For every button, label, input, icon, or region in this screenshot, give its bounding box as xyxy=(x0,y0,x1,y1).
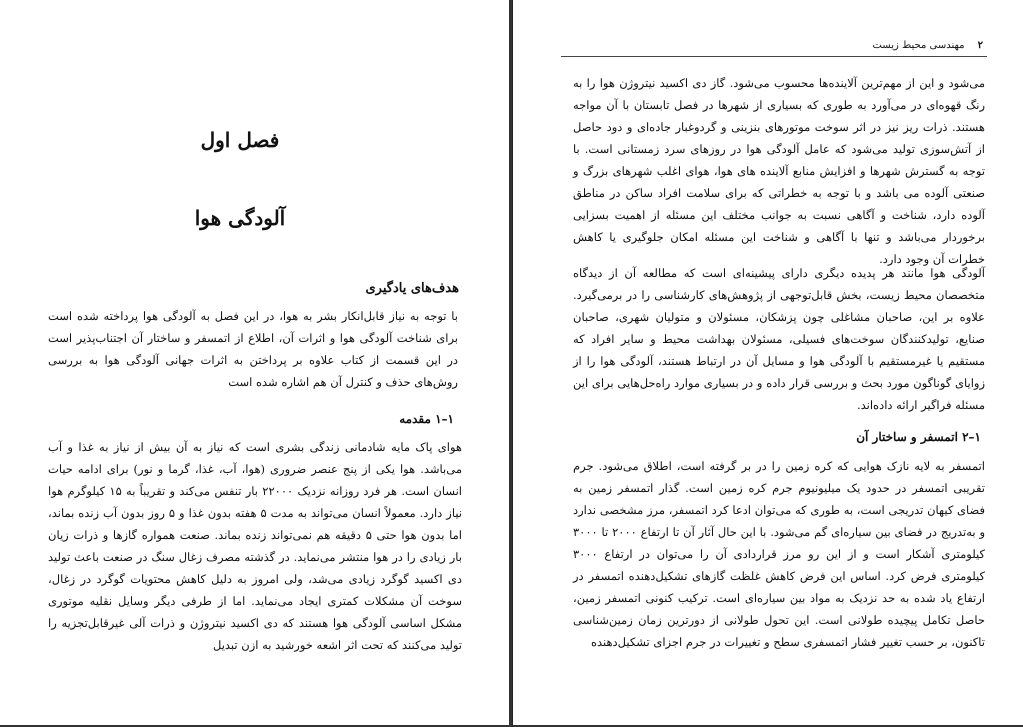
intro-heading: ۱–۱ مقدمه xyxy=(399,412,454,426)
atmosphere-heading: ۱–۲ اتمسفر و ساختار آن xyxy=(856,430,981,444)
objectives-paragraph: با توجه به نیاز قابل‌انکار بشر به هوا، در این فصل به آلودگی هوا پرداخته شده است برای شناخت آلودگی هوا و اثرات آن، اطلاع از اتمسفر و ساختار آن اجتناب‌پذیر است در این قسمت از کتاب علاوه بر پرداختن به اثرات جهانی آلودگی هوا به بررسی روش‌های حذف و کنترل آن هم اشاره شده است xyxy=(48,309,458,389)
objectives-heading: هدف‌های یادگیری xyxy=(365,281,459,296)
running-title: مهندسی محیط زیست xyxy=(872,40,965,51)
atmosphere-paragraph: اتمسفر به لایه نازک هوایی که کره زمین را در بر گرفته است، اطلاق می‌شود. جرم تقریبی اتمسفر در حدود یک میلیونیوم جرم کره زمین است. گذار اتمسفر زمین به فضای کیهان تدریجی است، به طوری که می‌توان ادعا کرد اتمسفر، مرز مشخصی ندارد و به‌تدریج در فضای بین سیاره‌ای گم می‌شود. با این حال آثار آن تا ارتفاع ۲۰۰۰ تا ۳۰۰۰ کیلومتری آشکار است و از این رو مرز قراردادی آن را می‌توان در ارتفاع ۳۰۰۰ کیلومتری فرض کرد. اساس این فرض کاهش غلظت گازهای تشکیل‌دهنده اتمسفر در ارتفاع یاد شده به حد نزدیک به مواد بین سیاره‌ای است. ترکیب کنونی اتمسفر زمین، حاصل تکامل پیچیده طولانی است. این تحول طولانی از دورترین زمان زمین‌شناسی تاکنون، بر حسب تغییر فشار اتمسفری سطح و تغییرات در جرم اجزای تشکیل‌دهنده xyxy=(573,459,986,649)
right-paragraph-2: آلودگی هوا مانند هر پدیده دیگری دارای پیشینه‌ای است که مطالعه آن از دیدگاه متخصصان محیط زیست، بخش قابل‌توجهی از پژوهش‌های کارشناسی را در برمی‌گیرد. علاوه بر این، صاحبان مشاغلی چون پزشکان، مسئولان و متولیان شهری، صاحبان صنایع، تولیدکنندگان سوخت‌های فسیلی، مسئولان بهداشت محیط و سایر افراد که مستقیم یا غیرمستقیم با آلودگی هوا و مسایل آن در ارتباط هستند، آلودگی هوا را از زوایای گوناگون مورد بحث و بررسی قرار داده و در بسیاری موارد راه‌حل‌هایی برای این مسئله فراگیر ارائه داده‌اند. xyxy=(573,266,985,412)
header-rule xyxy=(561,56,987,57)
left-page xyxy=(0,0,509,727)
chapter-subtitle: آلودگی هوا xyxy=(194,206,286,230)
running-header xyxy=(833,40,983,51)
intro-paragraph: هوای پاک مایه شادمانی زندگی بشری است که نیاز به آن بیش از نیاز به غذا و آب می‌باشد. هوا یکی از پنج عنصر ضروری (هوا، آب، غذا، گرما و نور) برای ادامه حیات انسان است. هر فرد روزانه نزدیک ۲۲۰۰۰ بار تنفس می‌کند و تقریباً به ۱۵ کیلوگرم هوا نیاز دارد. معمولاً انسان می‌تواند به مدت ۵ هفته بدون غذا و ۵ روز بدون آب زنده بماند، اما بدون هوا حتی ۵ دقیقه هم نمی‌تواند زنده بماند. صنعت همواره گازها و ذرات زیان بار زیادی را در هوا منتشر می‌نماید. در گذشته مصرف زغال سنگ در صنعت باعث تولید دی اکسید گوگرد زیادی می‌شد، ولی امروز به دلیل کاهش محتویات گوگرد در زغال، سوخت آن مشکلات کمتری ایجاد می‌نماید. اما از طرفی دیگر وسایل نقلیه موتوری مشکل اساسی آلودگی هوا هستند که دی اکسید نیتروژن و ذرات آلی غیرقابل‌تجزیه را تولید می‌کنند که تحت اثر اشعه خورشید به ازن تبدیل xyxy=(48,440,462,652)
page-number: ۲ xyxy=(977,40,983,51)
right-paragraph-1: می‌شود و این از مهم‌ترین آلاینده‌ها محسوب می‌شود. گاز دی اکسید نیتروژن هوا را به رنگ قهوه‌ای در می‌آورد به طوری که بسیاری از شهرها در فصل تابستان با آن مواجه هستند. ذرات ریز نیز در اثر سوخت موتورهای بنزینی و گردوغبار جاده‌ای و دود حاصل از آتش‌سوزی تولید می‌شود که عامل آلودگی هوا در روزهای سرد زمستانی است. با توجه به گسترش شهرها و افزایش منابع آلاینده های هوا، هوای اغلب شهرهای بزرگ و صنعتی آلوده می باشد و با توجه به خطراتی که برای سلامت افراد ساکن در مناطق آلوده دارد، شناخت و آگاهی نسبت به جوانب مختلف این مسئله از اهمیت بسزایی برخوردار می‌باشد و تنها با آگاهی و شناخت این مسئله امکان جلوگیری یا کاهش خطرات آن وجود دارد. xyxy=(573,76,985,266)
right-page xyxy=(512,0,1023,727)
chapter-title: فصل اول xyxy=(200,128,280,152)
